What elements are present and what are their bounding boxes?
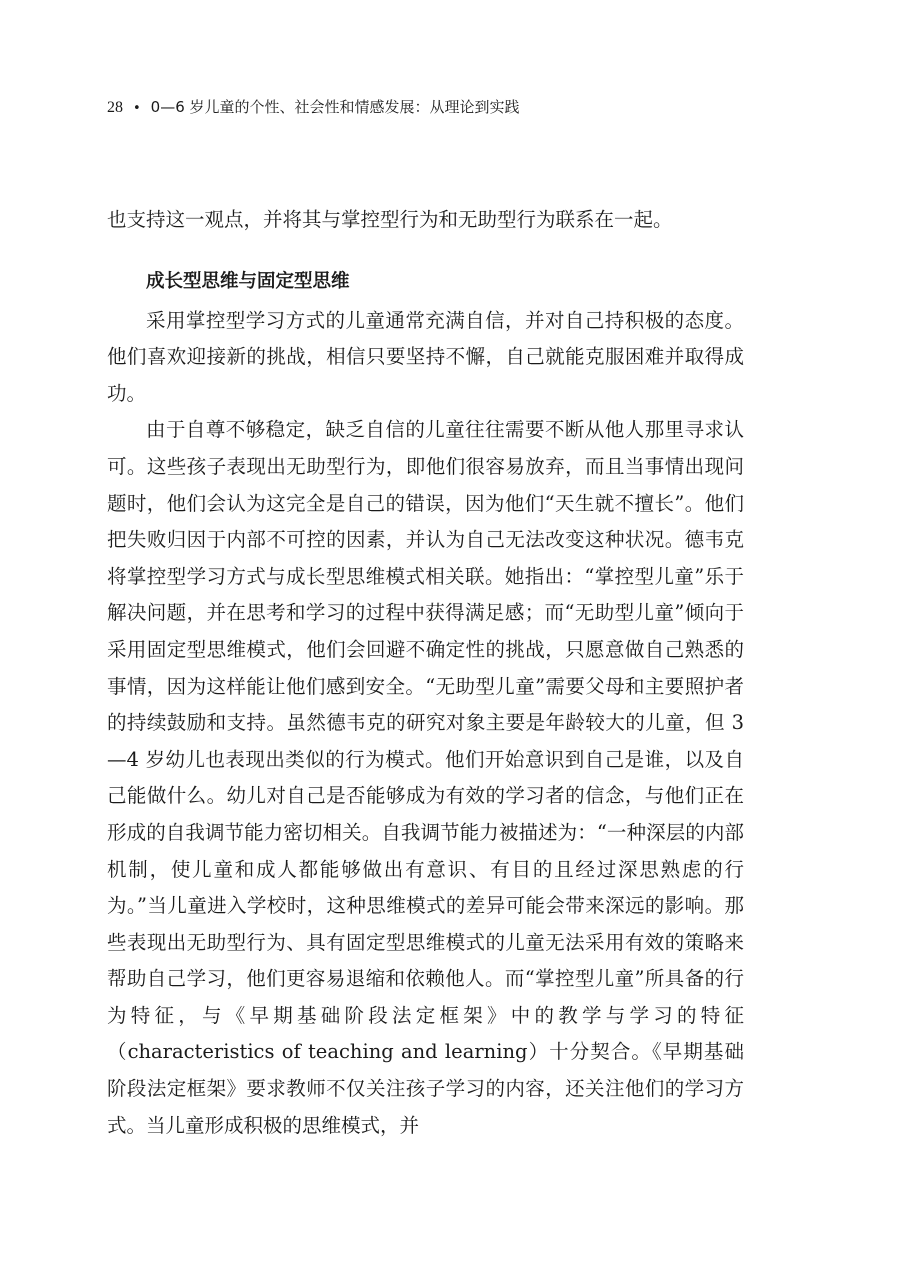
running-head (107, 96, 520, 117)
paragraph-1: 采用掌控型学习方式的儿童通常充满自信，并对自己持积极的态度。他们喜欢迎接新的挑战，相信只要坚持不懈，自己就能克服困难并取得成功。 (107, 308, 744, 405)
bullet-separator: • (133, 101, 141, 116)
continued-paragraph: 也支持这一观点，并将其与掌控型行为和无助型行为联系在一起。 (107, 208, 673, 231)
book-title: 0—6 岁儿童的个性、社会性和情感发展：从理论到实践 (150, 98, 520, 116)
page-number: 28 (107, 99, 123, 116)
paragraph-2: 由于自尊不够稳定，缺乏自信的儿童往往需要不断从他人那里寻求认可。这些孩子表现出无助型行为，即他们很容易放弃，而且当事情出现问题时，他们会认为这完全是自己的错误，因为他们“天生就不擅长”。他们把失败归因于内部不可控的因素，并认为自己无法改变这种状况。德韦克将掌控型学习方式与成长型思维模式相关联。她指出：“掌控型儿童”乐于解决问题，并在思考和学习的过程中获得满足感；而“无助型儿童”倾向于采用固定型思维模式，他们会回避不确定性的挑战，只愿意做自己熟悉的事情，因为这样能让他们感到安全。“无助型儿童”需要父母和主要照护者的持续鼓励和支持。虽然德韦克的研究对象主要是年龄较大的儿童，但 3—4 岁幼儿也表现出类似的行为模式。他们开始意识到自己是谁，以及自己能做什么。幼儿对自己是否能够成为有效的学习者的信念，与他们正在形成的自我调节能力密切相关。自我调节能力被描述为：“一种深层的内部机制，使儿童和成人都能够做出有意识、有目的且经过深思熟虑的行为。”当儿童进入学校时，这种思维模式的差异可能会带来深远的影响。那些表现出无助型行为、具有固定型思维模式的儿童无法采用有效的策略来帮助自己学习，他们更容易退缩和依赖他人。而“掌控型儿童”所具备的行为特征，与《早期基础阶段法定框架》中的教学与学习的特征（characteristics of teaching and learning）十分契合。《早期基础阶段法定框架》要求教师不仅关注孩子学习的内容，还关注他们的学习方式。当儿童形成积极的思维模式，并 (107, 418, 744, 1137)
body-text (107, 202, 744, 1144)
section-heading: 成长型思维与固定型思维 (146, 270, 350, 292)
